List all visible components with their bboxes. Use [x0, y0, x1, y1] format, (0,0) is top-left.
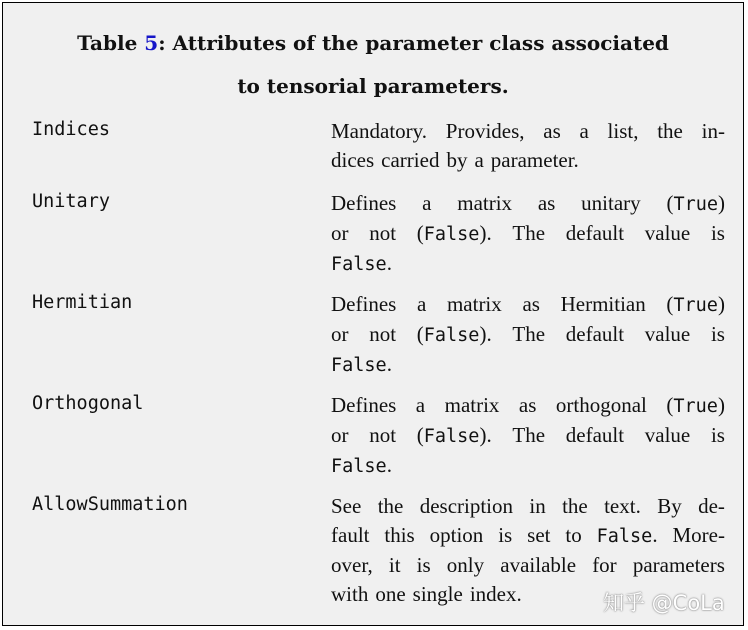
- text-token: or: [331, 221, 349, 245]
- text-token: ).: [479, 221, 492, 245]
- word: [562, 492, 588, 521]
- text-token: not: [369, 221, 397, 245]
- word: [512, 320, 545, 350]
- text-token: as: [522, 292, 540, 316]
- description-line: [331, 219, 725, 249]
- code-literal: False: [423, 426, 480, 447]
- word: [331, 551, 373, 580]
- description-line: [331, 492, 725, 521]
- word: [711, 320, 725, 350]
- text-token: .: [386, 352, 392, 376]
- text-token: the: [657, 119, 683, 143]
- word: [561, 290, 646, 320]
- word: [672, 521, 724, 551]
- text-token: By: [657, 494, 682, 518]
- word: [522, 290, 540, 320]
- code-literal: False: [423, 325, 480, 346]
- text-token: as: [518, 393, 537, 417]
- description-line: [331, 551, 725, 580]
- word: [519, 391, 537, 421]
- attribute-description: [331, 391, 725, 481]
- caption-prefix: Table: [77, 31, 138, 55]
- description-line: [331, 189, 725, 219]
- word: [331, 249, 392, 279]
- word: [512, 219, 545, 249]
- word: [657, 492, 682, 521]
- text-token: Defines: [331, 292, 397, 316]
- word: [457, 189, 512, 219]
- word: [608, 117, 639, 146]
- word: [417, 320, 492, 350]
- text-token: by: [446, 148, 468, 172]
- word: [491, 146, 579, 175]
- text-token: (: [666, 191, 674, 215]
- word: [430, 521, 484, 551]
- word: [500, 551, 576, 580]
- code-literal: True: [673, 295, 718, 316]
- text-token: is: [498, 523, 513, 547]
- text-token: option: [429, 523, 484, 547]
- word: [422, 189, 431, 219]
- text-token: is: [416, 553, 431, 577]
- word: [666, 189, 725, 219]
- text-token: the: [377, 494, 404, 518]
- text-token: The: [512, 221, 546, 245]
- text-token: ): [717, 393, 725, 417]
- text-token: default: [565, 322, 625, 346]
- text-token: Defines: [331, 393, 397, 417]
- table-box: [2, 2, 744, 626]
- word: [565, 521, 581, 551]
- text-token: is: [710, 221, 725, 245]
- text-token: (: [416, 221, 424, 245]
- text-token: this: [384, 523, 415, 547]
- word: [331, 189, 396, 219]
- text-token: matrix: [446, 292, 502, 316]
- word: [416, 391, 425, 421]
- text-token: only: [446, 553, 485, 577]
- text-token: one: [375, 582, 406, 606]
- text-token: (: [416, 322, 424, 346]
- text-token: (: [666, 292, 674, 316]
- word: [331, 391, 396, 421]
- word: [413, 580, 463, 609]
- text-token: the: [562, 494, 588, 518]
- text-token: set: [527, 523, 551, 547]
- code-literal: False: [423, 224, 480, 245]
- word: [512, 421, 545, 451]
- text-token: a: [415, 393, 426, 417]
- word: [657, 117, 683, 146]
- text-token: .: [386, 251, 392, 275]
- text-token: matrix: [457, 191, 513, 215]
- text-token: value: [644, 423, 691, 447]
- word: [566, 320, 624, 350]
- word: [369, 421, 396, 451]
- text-token: (: [666, 393, 674, 417]
- text-token: description: [419, 494, 514, 518]
- text-token: or: [331, 423, 349, 447]
- word: [378, 492, 404, 521]
- text-token: in-: [701, 119, 725, 143]
- word: [470, 580, 522, 609]
- word: [417, 219, 492, 249]
- code-literal: False: [331, 456, 387, 477]
- code-literal: False: [331, 355, 387, 376]
- word: [474, 146, 483, 175]
- word: [604, 492, 641, 521]
- word: [529, 492, 545, 521]
- word: [498, 521, 512, 551]
- text-token: Hermitian: [560, 292, 646, 316]
- table-caption-line-2: to tensorial parameters.: [237, 74, 509, 98]
- word: [597, 521, 658, 551]
- word: [633, 551, 725, 580]
- caption-text: : Attributes of the parameter class associated: [158, 31, 669, 55]
- word: [417, 421, 492, 451]
- text-token: default: [565, 423, 625, 447]
- word: [331, 492, 361, 521]
- text-token: Provides,: [445, 119, 525, 143]
- code-literal: False: [596, 526, 653, 547]
- description-line: [331, 521, 725, 551]
- text-token: a: [579, 119, 589, 143]
- text-token: default: [565, 221, 625, 245]
- word: [331, 320, 349, 350]
- attribute-description: [331, 290, 725, 380]
- word: [331, 580, 368, 609]
- word: [445, 391, 500, 421]
- text-token: a: [416, 292, 427, 316]
- word: [331, 117, 427, 146]
- word: [556, 391, 647, 421]
- word: [527, 521, 550, 551]
- text-token: .: [652, 523, 658, 547]
- word: [711, 421, 725, 451]
- text-token: with: [331, 582, 369, 606]
- text-token: The: [512, 322, 546, 346]
- word: [375, 580, 405, 609]
- text-token: value: [644, 322, 691, 346]
- word: [381, 146, 439, 175]
- text-token: ): [717, 292, 725, 316]
- text-token: Defines: [331, 191, 397, 215]
- text-token: orthogonal: [555, 393, 647, 417]
- word: [581, 189, 640, 219]
- word: [331, 521, 369, 551]
- text-token: carried: [381, 148, 440, 172]
- word: [645, 320, 690, 350]
- word: [666, 391, 725, 421]
- attribute-description: [331, 189, 725, 279]
- text-token: Mandatory.: [331, 119, 428, 143]
- text-token: de-: [698, 494, 725, 518]
- word: [446, 146, 467, 175]
- attribute-name: Unitary: [32, 191, 110, 212]
- description-line: [331, 451, 725, 481]
- text-token: to: [565, 523, 582, 547]
- description-line: [331, 320, 725, 350]
- word: [446, 117, 525, 146]
- word: [331, 219, 349, 249]
- word: [369, 219, 396, 249]
- code-literal: True: [673, 396, 718, 417]
- text-token: fault: [331, 523, 370, 547]
- description-line: [331, 350, 725, 380]
- text-token: single: [412, 582, 463, 606]
- text-token: unitary: [581, 191, 641, 215]
- text-token: over,: [331, 553, 373, 577]
- text-token: is: [710, 322, 725, 346]
- text-token: for: [592, 553, 617, 577]
- word: [447, 290, 502, 320]
- word: [566, 219, 624, 249]
- code-literal: True: [673, 194, 718, 215]
- word: [666, 290, 725, 320]
- description-line: [331, 421, 725, 451]
- word: [592, 551, 617, 580]
- text-token: as: [537, 191, 556, 215]
- text-token: ): [718, 191, 725, 215]
- word: [331, 290, 396, 320]
- code-literal: False: [331, 254, 387, 275]
- word: [384, 521, 414, 551]
- text-token: a: [422, 191, 432, 215]
- text-token: matrix: [444, 393, 500, 417]
- attribute-name: Indices: [32, 119, 110, 140]
- description-line: [331, 290, 725, 320]
- text-token: More-: [672, 523, 725, 547]
- description-line: [331, 391, 725, 421]
- word: [543, 117, 561, 146]
- word: [420, 492, 513, 521]
- description-line: [331, 249, 725, 279]
- word: [369, 320, 396, 350]
- word: [417, 551, 431, 580]
- word: [447, 551, 484, 580]
- description-line: [331, 146, 725, 175]
- attribute-name: Hermitian: [32, 292, 133, 313]
- text-token: dices: [331, 148, 375, 172]
- text-token: value: [644, 221, 691, 245]
- word: [698, 492, 725, 521]
- text-token: index.: [469, 582, 522, 606]
- text-token: text.: [604, 494, 641, 518]
- text-token: parameter.: [490, 148, 579, 172]
- text-token: list,: [607, 119, 639, 143]
- word: [702, 117, 725, 146]
- text-token: available: [500, 553, 577, 577]
- text-token: not: [369, 322, 397, 346]
- word: [538, 189, 556, 219]
- text-token: See: [331, 494, 362, 518]
- attribute-name: AllowSummation: [32, 494, 188, 515]
- word: [331, 146, 374, 175]
- text-token: as: [543, 119, 561, 143]
- word: [645, 421, 690, 451]
- text-token: not: [369, 423, 397, 447]
- text-token: in: [529, 494, 546, 518]
- word: [645, 219, 690, 249]
- text-token: it: [388, 553, 401, 577]
- text-token: parameters: [632, 553, 725, 577]
- table-number-link[interactable]: 5: [144, 31, 159, 55]
- text-token: or: [331, 322, 349, 346]
- word: [566, 421, 624, 451]
- text-token: ).: [479, 322, 492, 346]
- text-token: ).: [479, 423, 492, 447]
- word: [331, 451, 392, 481]
- table-caption-line-1: [3, 31, 743, 55]
- attribute-name: Orthogonal: [32, 393, 144, 414]
- attribute-description: [331, 117, 725, 175]
- text-token: a: [474, 148, 484, 172]
- word: [711, 219, 725, 249]
- text-token: (: [416, 423, 424, 447]
- description-line: [331, 117, 725, 146]
- word: [389, 551, 401, 580]
- text-token: .: [386, 453, 392, 477]
- word: [417, 290, 426, 320]
- text-token: is: [710, 423, 725, 447]
- text-token: The: [512, 423, 546, 447]
- word: [331, 421, 349, 451]
- word: [331, 350, 392, 380]
- word: [579, 117, 588, 146]
- zhihu-watermark: 知乎 @CoLa: [603, 591, 725, 615]
